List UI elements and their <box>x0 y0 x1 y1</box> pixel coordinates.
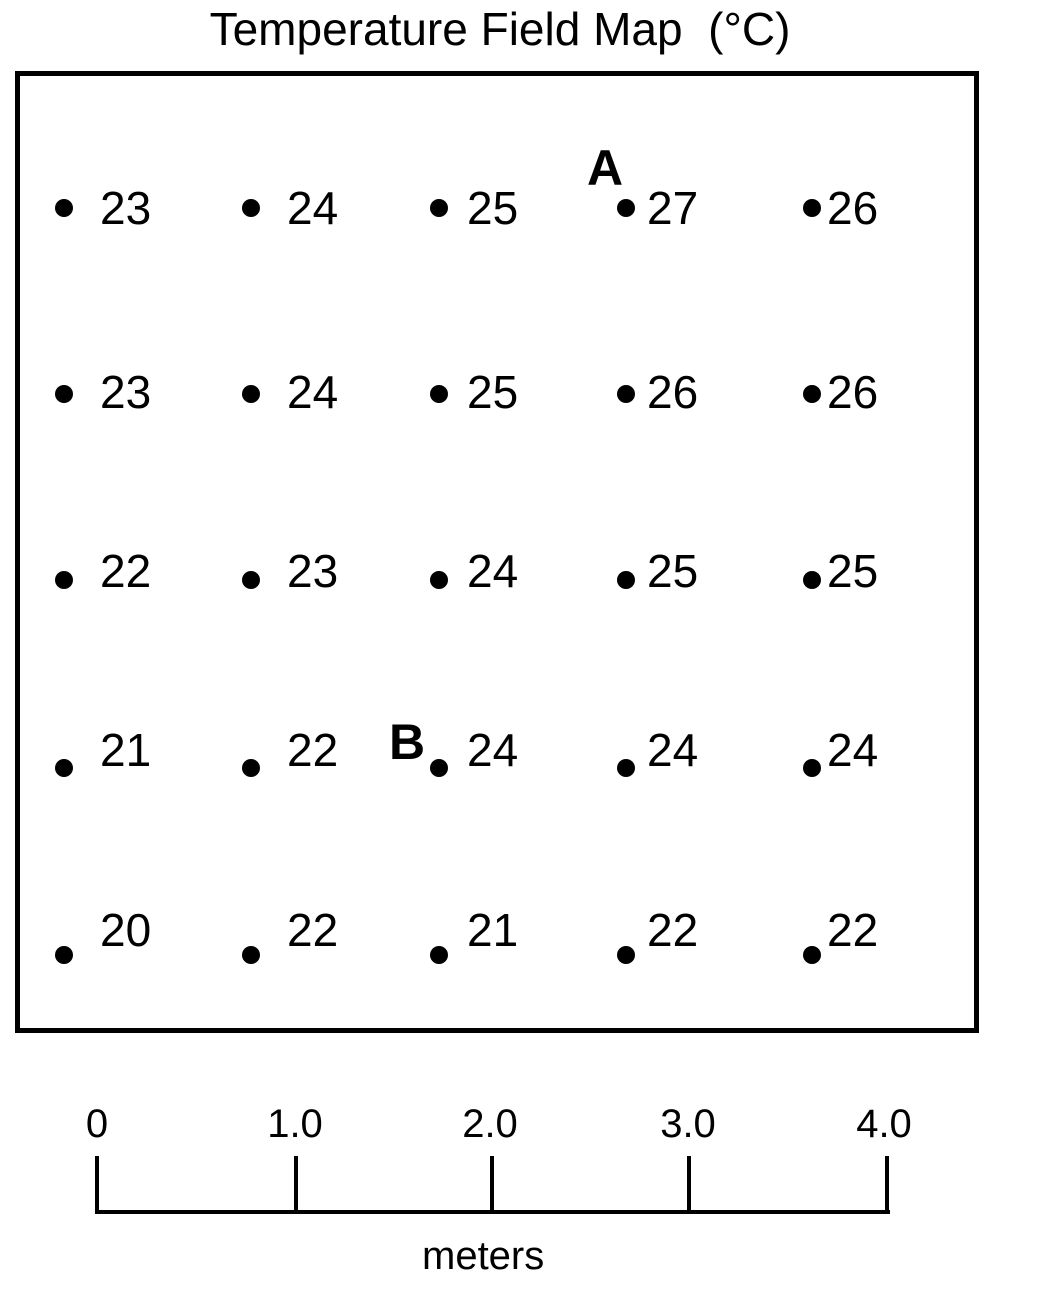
map-title: Temperature Field Map (°C) <box>209 3 791 55</box>
measurement-point <box>242 199 260 217</box>
measurement-point <box>242 759 260 777</box>
scale-tick-1 <box>294 1156 298 1214</box>
scale-tick-0 <box>95 1156 99 1214</box>
temperature-value: 22 <box>100 545 152 597</box>
temperature-value: 23 <box>100 182 152 234</box>
temperature-value: 24 <box>287 182 339 234</box>
temperature-value: 24 <box>287 366 339 418</box>
measurement-point <box>55 759 73 777</box>
temperature-value: 24 <box>467 545 519 597</box>
temperature-value: 23 <box>100 366 152 418</box>
measurement-point <box>430 199 448 217</box>
measurement-point <box>430 571 448 589</box>
scale-tick-label-0: 0 <box>85 1102 109 1146</box>
measurement-point <box>55 385 73 403</box>
measurement-point <box>617 759 635 777</box>
measurement-point <box>430 759 448 777</box>
temperature-value: 27 <box>647 182 699 234</box>
distance-scale <box>0 1090 1047 1300</box>
measurement-point <box>803 571 821 589</box>
measurement-point <box>617 946 635 964</box>
temperature-value: 25 <box>467 366 519 418</box>
scale-bar <box>95 1210 890 1214</box>
measurement-point <box>242 946 260 964</box>
temperature-value: 20 <box>100 904 152 956</box>
scale-tick-label-1: 1.0 <box>267 1102 323 1146</box>
temperature-value: 22 <box>287 904 339 956</box>
temperature-value: 26 <box>827 366 879 418</box>
measurement-point <box>803 946 821 964</box>
temperature-value: 24 <box>467 724 519 776</box>
temperature-value: 21 <box>467 904 519 956</box>
temperature-value: 26 <box>827 182 879 234</box>
measurement-point <box>617 199 635 217</box>
temperature-value: 22 <box>287 724 339 776</box>
measurement-point <box>803 759 821 777</box>
measurement-point <box>803 199 821 217</box>
scale-tick-3 <box>687 1156 691 1214</box>
temperature-value: 25 <box>827 545 879 597</box>
measurement-point <box>242 385 260 403</box>
temperature-value: 26 <box>647 366 699 418</box>
temperature-value: 23 <box>287 545 339 597</box>
temperature-value: 25 <box>647 545 699 597</box>
scale-unit-label: meters <box>422 1234 545 1278</box>
measurement-point <box>430 946 448 964</box>
scale-tick-label-4: 4.0 <box>856 1102 912 1146</box>
measurement-point <box>617 571 635 589</box>
measurement-point <box>55 571 73 589</box>
temperature-value: 24 <box>827 724 879 776</box>
measurement-point <box>803 385 821 403</box>
scale-tick-label-3: 3.0 <box>660 1102 716 1146</box>
measurement-point <box>430 385 448 403</box>
scale-tick-2 <box>490 1156 494 1214</box>
point-label-b: B <box>389 714 426 770</box>
temperature-value: 24 <box>647 724 699 776</box>
scale-tick-label-2: 2.0 <box>462 1102 518 1146</box>
measurement-point <box>242 571 260 589</box>
measurement-point <box>55 946 73 964</box>
temperature-value: 22 <box>827 904 879 956</box>
temperature-value: 22 <box>647 904 699 956</box>
measurement-point <box>55 199 73 217</box>
measurement-point <box>617 385 635 403</box>
temperature-value: 25 <box>467 182 519 234</box>
scale-tick-4 <box>885 1156 889 1214</box>
point-label-a: A <box>587 140 624 196</box>
temperature-value: 21 <box>100 724 152 776</box>
